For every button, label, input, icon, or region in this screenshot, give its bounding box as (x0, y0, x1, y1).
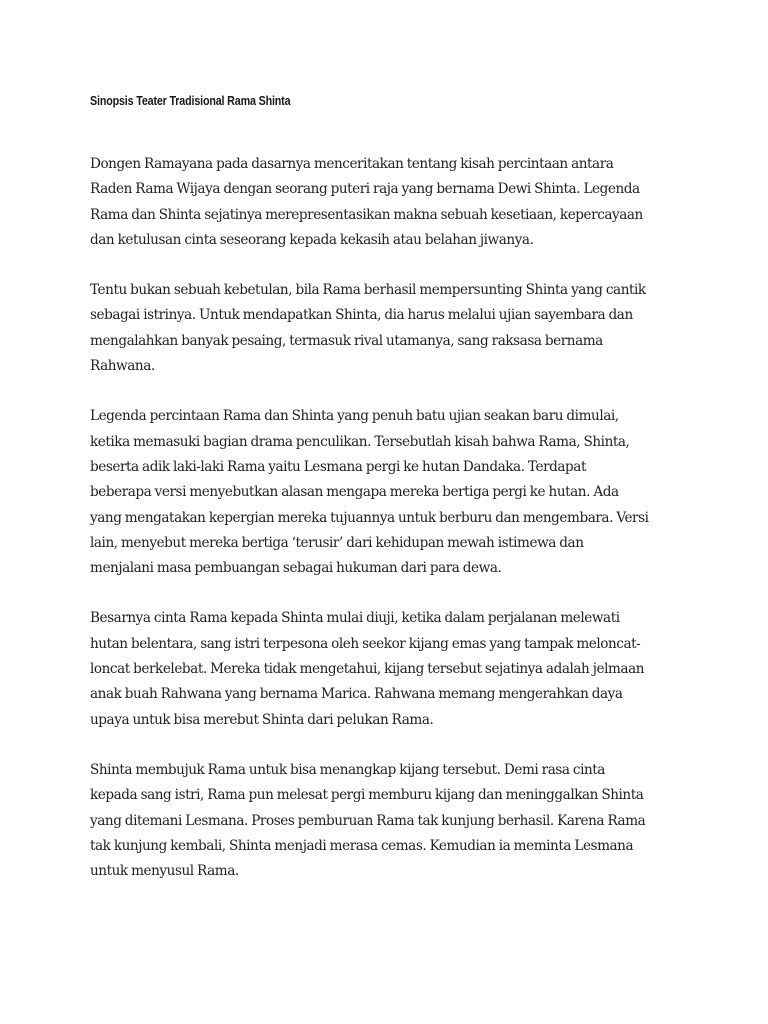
text-line: anak buah Rahwana yang bernama Marica. Rahwana memang mengerahkan daya (90, 686, 623, 703)
text-line: untuk menyusul Rama. (90, 863, 239, 880)
text-line: kepada sang istri, Rama pun melesat pergi memburu kijang dan meninggalkan Shinta (90, 787, 644, 804)
text-line: Tentu bukan sebuah kebetulan, bila Rama berhasil mempersunting Shinta yang cantik (90, 282, 646, 299)
text-line: yang mengatakan kepergian mereka tujuannya untuk berburu dan mengembara. Versi (90, 509, 649, 526)
document-title: Sinopsis Teater Tradisional Rama Shinta (90, 94, 291, 108)
text-line: Rama dan Shinta sejatinya merepresentasikan makna sebuah kesetiaan, kepercayaan (90, 206, 643, 223)
paragraph-3 (90, 404, 690, 581)
text-line: loncat berkelebat. Mereka tidak mengetahui, kijang tersebut sejatinya adalah jelmaan (90, 661, 645, 678)
text-line: beberapa versi menyebutkan alasan mengapa mereka bertiga pergi ke hutan. Ada (90, 484, 619, 501)
paragraph-5 (90, 758, 690, 884)
text-line: Shinta membujuk Rama untuk bisa menangkap kijang tersebut. Demi rasa cinta (90, 761, 605, 778)
text-line: Raden Rama Wijaya dengan seorang puteri raja yang bernama Dewi Shinta. Legenda (90, 181, 640, 198)
paragraph-2 (90, 278, 690, 379)
text-line: beserta adik laki-laki Rama yaitu Lesmana pergi ke hutan Dandaka. Terdapat (90, 458, 586, 475)
paragraph-4 (90, 606, 690, 732)
paragraph-1 (90, 152, 690, 253)
text-line: lain, menyebut mereka bertiga ‘terusir’ dari kehidupan mewah istimewa dan (90, 534, 584, 551)
text-line: yang ditemani Lesmana. Proses pemburuan Rama tak kunjung berhasil. Karena Rama (90, 812, 646, 829)
document-body (90, 152, 690, 909)
text-line: menjalani masa pembuangan sebagai hukuman dari para dewa. (90, 560, 502, 577)
text-line: mengalahkan banyak pesaing, termasuk rival utamanya, sang raksasa bernama (90, 332, 603, 349)
text-line: tak kunjung kembali, Shinta menjadi merasa cemas. Kemudian ia meminta Lesmana (90, 837, 634, 854)
text-line: Rahwana. (90, 358, 155, 375)
text-line: Dongen Ramayana pada dasarnya menceritakan tentang kisah percintaan antara (90, 156, 614, 172)
text-line: hutan belentara, sang istri terpesona oleh seekor kijang emas yang tampak meloncat- (90, 635, 641, 652)
text-line: sebagai istrinya. Untuk mendapatkan Shinta, dia harus melalui ujian sayembara dan (90, 307, 633, 324)
text-line: dan ketulusan cinta seseorang kepada kekasih atau belahan jiwanya. (90, 231, 534, 248)
text-line: upaya untuk bisa merebut Shinta dari pelukan Rama. (90, 711, 434, 728)
text-line: ketika memasuki bagian drama penculikan. Tersebutlah kisah bahwa Rama, Shinta, (90, 433, 630, 450)
text-line: Besarnya cinta Rama kepada Shinta mulai diuji, ketika dalam perjalanan melewati (90, 610, 620, 627)
text-line: Legenda percintaan Rama dan Shinta yang penuh batu ujian seakan baru dimulai, (90, 408, 619, 425)
